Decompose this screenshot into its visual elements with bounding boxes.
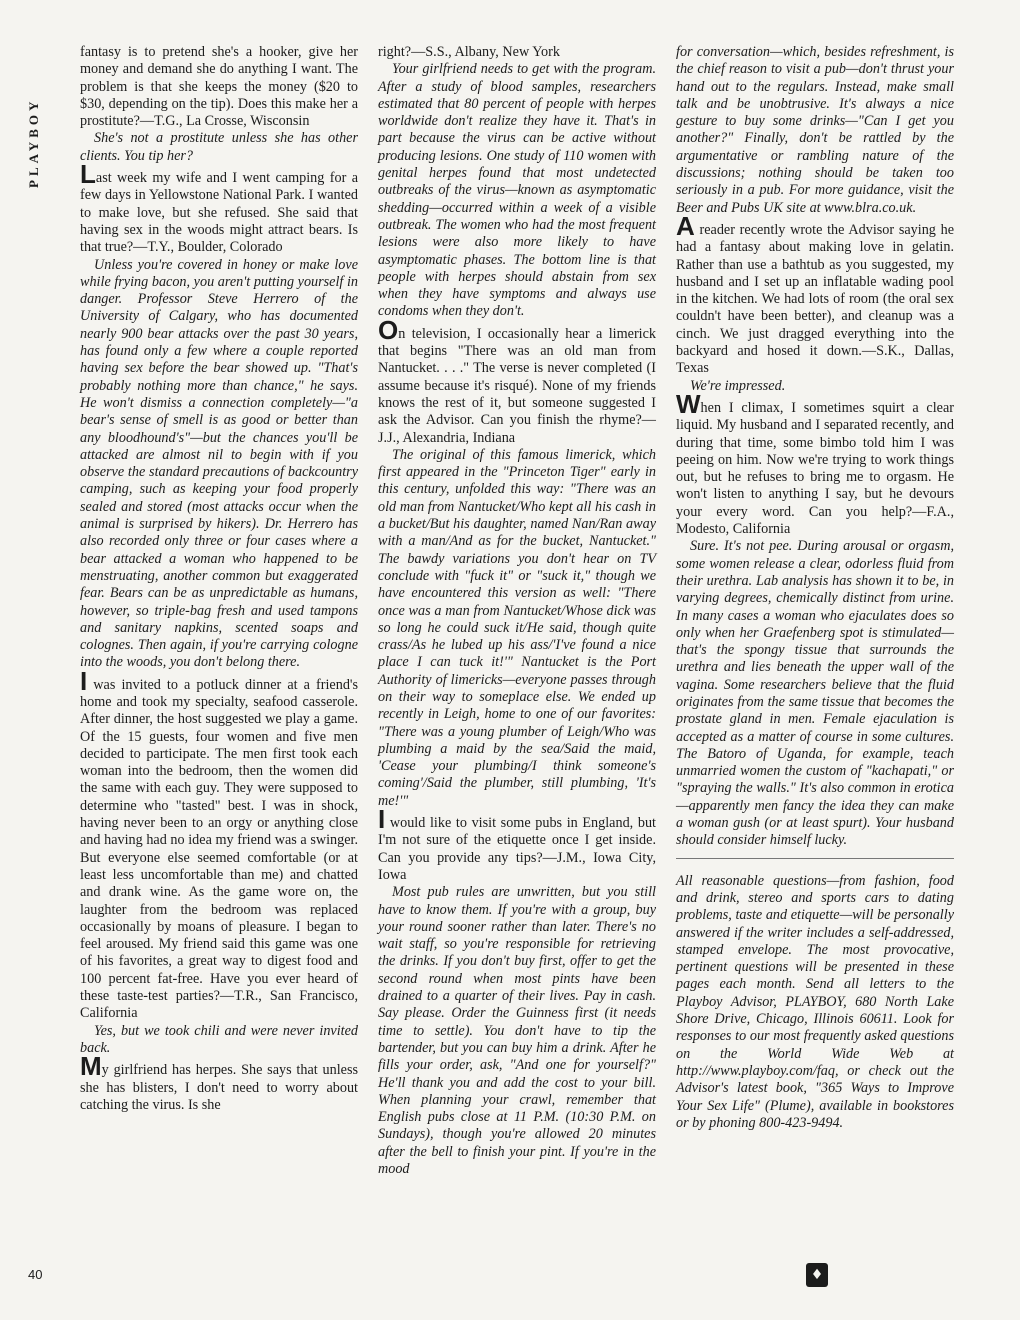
answer-text: Sure. It's not pee. During arousal or orgasm, some women release a clear, odorless fluid from their urethra. Lab analysis has shown it to be, in varying degrees, chemically distinct from urine. In many cases a woman who ejaculates does so only when her Graefenberg spot is stimulated—that's the spongy tissue that surrounds the urethra and lies beneath the upper wall of the vagina. Some researchers believe that the fluid originates from the same tissue that becomes the prostate gland in men. Female ejaculation is accepted as a matter of course in some cultures. The Batoro of Uganda, for example, teach unmarried women the custom of "kachapati," or "spraying the walls." It's also common in erotica—apparently men fancy the idea they can make a woman gush (or at least spurt). Your husband should consider himself lucky. [676, 538, 954, 849]
question-text [378, 804, 656, 884]
question-body: y girlfriend has herpes. She says that unless she has blisters, I don't need to worry about catching the virus. Is she [80, 1062, 358, 1113]
question-text [378, 314, 656, 447]
page-number: 40 [28, 1267, 43, 1282]
question-text [676, 210, 954, 378]
submission-footnote: All reasonable questions—from fashion, food and drink, stereo and sports cars to dating problems, taste and etiquette—will be personally answered if the writer includes a self-addressed, stamped envelope. The most provocative, pertinent questions will be presented in these pages each month. Send all letters to the Playboy Advisor, PLAYBOY, 680 North Lake Shore Drive, Chicago, Illinois 60611. Look for responses to our most frequently asked questions on the World Wide Web at http://www.playboy.com/faq, or check out the Advisor's latest book, "365 Ways to Improve Your Sex Life" (Plume), available in bookstores or by phoning 800-423-9494. [676, 872, 954, 1131]
column-1 [80, 44, 358, 1114]
column-2 [378, 44, 656, 1178]
column-3 [676, 44, 954, 1132]
question-text [676, 388, 954, 538]
section-divider [676, 858, 954, 859]
answer-text: Unless you're covered in honey or make love while frying bacon, you aren't putting yourself in danger. Professor Steve Herrero of the University of Calgary, who has documented nearly 900 bear attacks over the past 30 years, has found only a few where a couple reported having sex before the bear showed up. "That's probably nothing more than chance," he says. He won't dismiss a connection completely—"a bear's sense of smell is as good or better than any bloodhound's"—but the chances you'll be attacked are almost nil to begin with if you observe the standard precautions of backcountry camping, such as keeping your food properly sealed and stored (most attacks occur when the animal is surprised by hikers). Dr. Herrero has also recorded only three or four cases where a bear attacked a woman who happened to be menstruating, another common but exaggerated fear. Bears can be as unpredictable as humans, however, so triple-bag fresh and used tampons and sanitary napkins, scented soaps and colognes. Then again, if you're carrying cologne into the woods, you don't belong there. [80, 256, 358, 671]
drop-initial: I [80, 665, 88, 696]
question-text [80, 1051, 358, 1114]
question-text [80, 665, 358, 1023]
question-text: right?—S.S., Albany, New York [378, 44, 560, 60]
answer-text: We're impressed. [690, 377, 786, 394]
answer-text: Yes, but we took chili and were never invited back. [80, 1022, 358, 1056]
answer-text: Your girlfriend needs to get with the program. After a study of blood samples, researchers estimated that 80 percent of people with herpes worldwide don't realize they have it. That's in part because the virus can be active without producing lesions. One study of 110 women with genital herpes found that most undetected outbreaks of the virus—known as asymptomatic shedding—occurred within a week of a visible outbreak. The women who had the most frequent lesions were also more likely to have asymptomatic phases. The bottom line is that people with herpes should abstain from sex when they have symptoms and always use condoms when they don't. [378, 61, 656, 320]
drop-initial: A [676, 210, 695, 241]
question-body: was invited to a potluck dinner at a friend's home and took my specialty, seafood casserole. After dinner, the host suggested we play a game. Of the 15 guests, four women and five men decided to participate. The men first took each woman into the bedroom, then the women did the same with each guy. They were supposed to determine who "tasted" best. I was in shock, having never been to an orgy or anything close and having had no idea my friend was a swinger. But everyone else seemed comfortable (or at least less uncomfortable than me) and chatted and drank wine. As the game wore on, the laughter from the bedroom was replaced occasionally by moans of pleasure. I began to feel aroused. My friend said this game was one of his favorites, a great way to digest food and 100 percent fat-free. Have you ever heard of these taste-test parties?—T.R., San Francisco, California [80, 676, 358, 1022]
drop-initial: M [80, 1051, 102, 1082]
question-body: n television, I occasionally hear a limerick that begins "There was an old man from Nantucket. . . ." The verse is never completed (I assume because it's risqué). None of my friends knows the rest of it, but someone suggested I ask the Advisor. Can you finish the rhyme?—J.J., Alexandria, Indiana [378, 325, 656, 446]
answer-text: for conversation—which, besides refreshment, is the chief reason to visit a pub—don't thrust your hand out to the regulars. Instead, make small talk and be unobtrusive. It's always a nice gesture to buy some drinks—"Can I get you another?" Finally, don't be rattled by the argumentative or rambling nature of the discussions; nothing should be taken too seriously in a pub. For more guidance, visit the Beer and Pubs UK site at www.blra.co.uk. [676, 44, 954, 216]
question-body: reader recently wrote the Advisor saying he had a fantasy about making love in gelatin. Rather than use a bathtub as you suggested, my husband and I set up an inflatable wading pool in the kitchen. We had lots of room (the oral sex couldn't have been better), and cleanup was a cinch. We just dragged everything into the backyard and hosed it down.—S.K., Dallas, Texas [676, 221, 954, 377]
question-text [80, 159, 358, 256]
question-body: ast week my wife and I went camping for a few days in Yellowstone National Park. I wanted to make love, but she refused. She said that having sex in the woods might attract bears. Is that true?—T.Y., Boulder, Colorado [80, 170, 358, 256]
answer-text: The original of this famous limerick, which first appeared in the "Princeton Tiger" early in this century, unfolded this way: "There was an old man from Nantucket/Who kept all his cash in a bucket/But his daughter, named Nan/Ran away with a man/And as for the bucket, Nantucket." The bawdy variations you don't hear on TV conclude with "fuck it" or "suck it," though we have encountered this version as well: "There once was a man from Nantucket/Whose dick was so long he could suck it/He said, though quite crass/As he lubed up his ass/'I've found a nice place I can tuck it!'" Nantucket is the Port Authority of limericks—everyone passes through on their way to someplace else. We ended up recently in Leigh, home to one of our favorites: "There was a young plumber of Leigh/Who was plumbing a maid by the sea/Said the maid, 'Cease your plumbing/I think someone's coming'/Said the plumber, still plumbing, 'It's me!'" [378, 446, 656, 809]
rabbit-head-icon: ♦ [806, 1263, 828, 1287]
answer-text: She's not a prostitute unless she has other clients. You tip her? [80, 130, 358, 164]
question-body: would like to visit some pubs in England, but I'm not sure of the etiquette once I get inside. Can you provide any tips?—J.M., Iowa City, Iowa [378, 815, 656, 883]
drop-initial: L [80, 159, 96, 190]
drop-initial: O [378, 314, 399, 345]
answer-text: Most pub rules are unwritten, but you still have to know them. If you're with a group, buy your round sooner rather than later. There's no wait staff, so you're responsible for retrieving the drinks. If you don't buy first, offer to get the second round when most pints have been drained to a quarter of their lives. Pay in cash. Say please. Order the Guinness first (it needs time to settle). You don't have to tip the bartender, but you can buy him a drink. After he fills your order, ask, "And one for yourself?" He'll thank you and add the cost to your bill. When planning your crawl, remember that English pubs close at 11 P.M. (10:30 P.M. on Sundays), though you're allowed 20 minutes after the bell to finish your pint. If you're in the mood [378, 884, 656, 1177]
drop-initial: W [676, 388, 701, 419]
magazine-running-title: PLAYBOY [26, 97, 41, 188]
question-body: hen I climax, I sometimes squirt a clear liquid. My husband and I separated recently, and during that time, some bimbo told him I was peeing on him. Now we're trying to work things out, but he refuses to bring me to orgasm. He won't listen to anything I say, but he devours your every word. Can you help?—F.A., Modesto, California [676, 399, 954, 538]
drop-initial: I [378, 804, 386, 835]
question-text: fantasy is to pretend she's a hooker, give her money and demand she do anything I want. The problem is that she keeps the money ($20 to $30, depending on the tip). Does this make her a prostitute?—T.G., La Crosse, Wisconsin [80, 44, 358, 130]
